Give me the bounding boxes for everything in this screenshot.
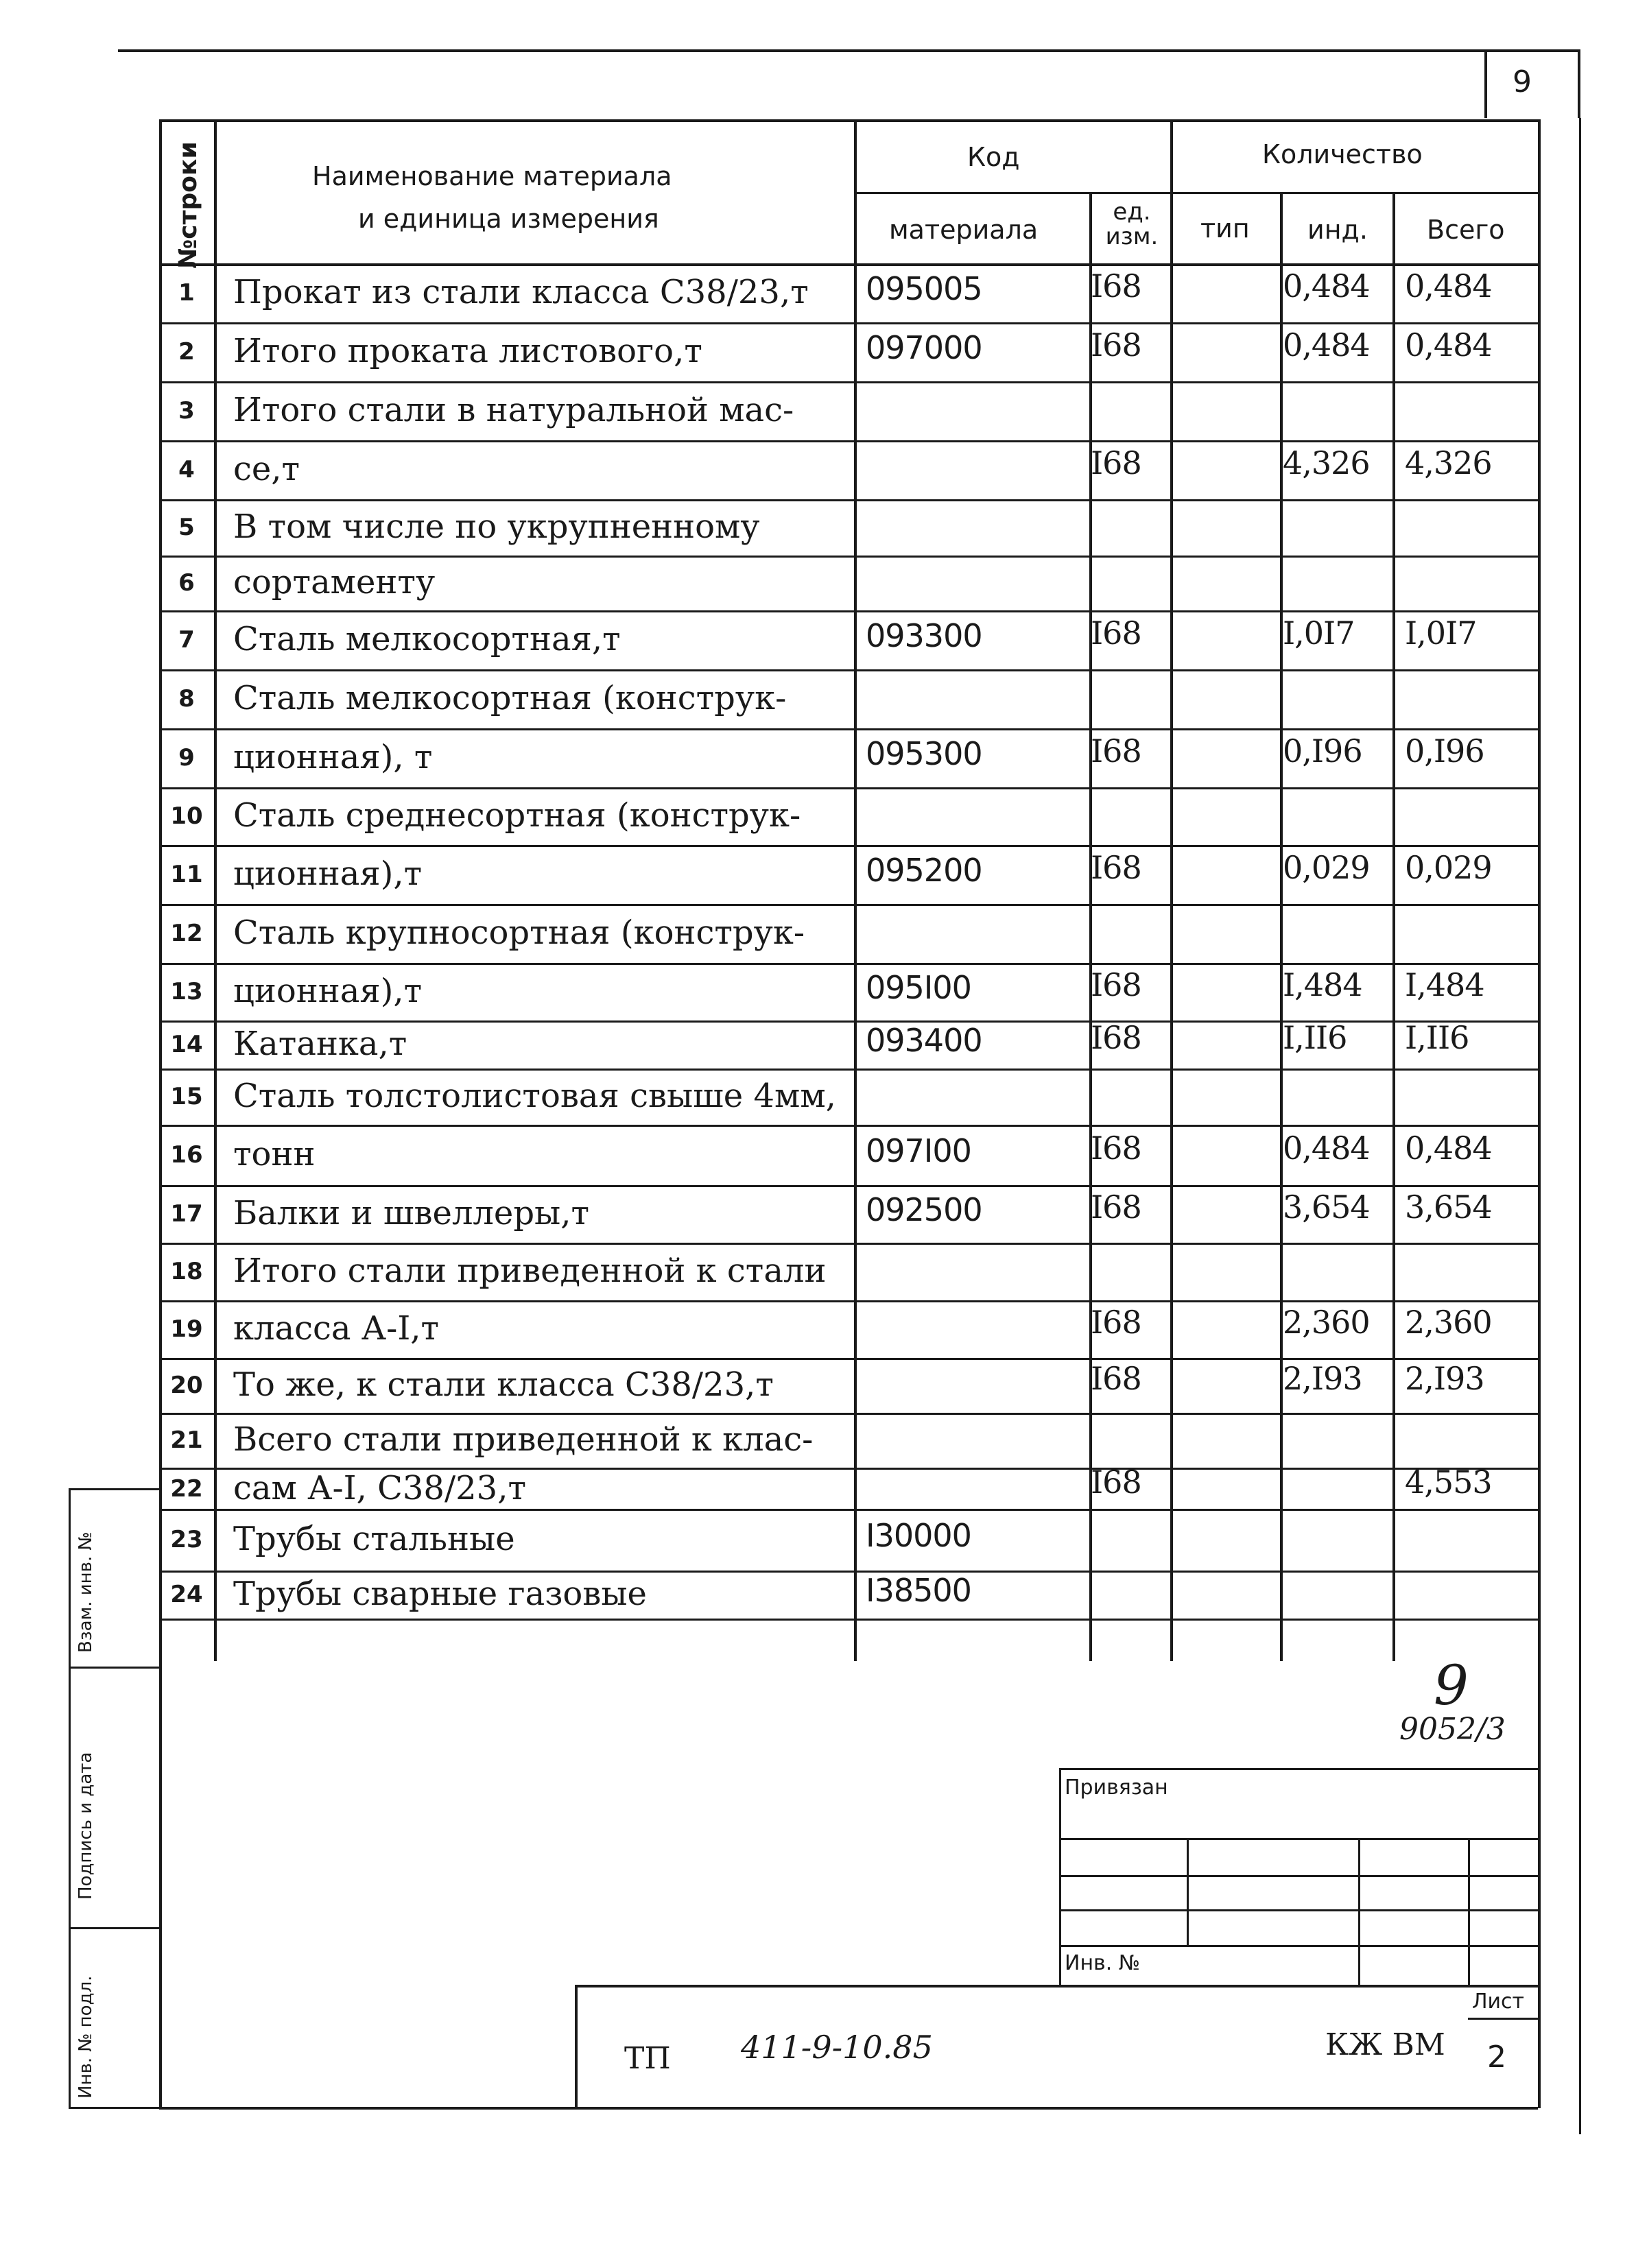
- row-line: [159, 728, 1538, 730]
- row-number-header: №строки: [174, 141, 202, 269]
- name-header-line2: и единица измерения: [358, 204, 659, 234]
- row-number: 22: [170, 1475, 203, 1503]
- row-name: Трубы стальные: [233, 1520, 515, 1558]
- row-ind: 0,484: [1283, 326, 1370, 363]
- page-number-box-left: [1484, 49, 1487, 118]
- row-name: Балки и швеллеры,т: [233, 1194, 590, 1232]
- col-line-name: [854, 119, 857, 1661]
- row-number: 2: [178, 338, 195, 366]
- name-header-line1: Наименование материала: [312, 161, 672, 191]
- row-code: 093400: [866, 1022, 982, 1059]
- row-code: 095I00: [866, 969, 971, 1006]
- row-name: Всего стали приведенной к клас-: [233, 1420, 814, 1459]
- row-unit: I68: [1091, 1130, 1141, 1167]
- list-label-line: [1468, 2018, 1538, 2020]
- side-strip-line-3: [69, 1927, 159, 1929]
- qty-ind-header: инд.: [1307, 215, 1368, 245]
- row-line: [159, 322, 1538, 324]
- row-name: Сталь среднесортная (конструк-: [233, 796, 801, 835]
- row-number: 18: [170, 1258, 203, 1285]
- row-number: 15: [170, 1083, 203, 1110]
- row-name: Прокат из стали класса С38/23,т: [233, 273, 809, 311]
- row-number: 13: [170, 978, 203, 1005]
- row-total: I,484: [1405, 966, 1484, 1003]
- row-line: [159, 1185, 1538, 1187]
- row-total: 0,484: [1405, 1130, 1492, 1167]
- row-unit: I68: [1091, 1464, 1141, 1501]
- list-label: Лист: [1472, 1990, 1525, 2014]
- row-name: Сталь крупносортная (конструк-: [233, 914, 805, 952]
- row-unit: I68: [1091, 966, 1141, 1003]
- row-ind: 0,484: [1283, 1130, 1370, 1167]
- row-number: 4: [178, 456, 195, 484]
- row-number: 21: [170, 1427, 203, 1454]
- row-total: 3,654: [1405, 1189, 1492, 1226]
- stamp-top-line: [1059, 1768, 1538, 1770]
- row-unit: I68: [1091, 1360, 1141, 1397]
- vzam-inv-label: Взам. инв. №: [75, 1531, 96, 1653]
- side-strip-line-4: [69, 2107, 159, 2109]
- stamp-col-2: [1358, 1838, 1360, 1985]
- row-line: [159, 904, 1538, 906]
- header-sub-line: [854, 192, 1538, 194]
- row-name: Сталь толстолистовая свыше 4мм,: [233, 1077, 836, 1115]
- row-number: 6: [178, 569, 195, 597]
- row-line: [159, 1300, 1538, 1302]
- privyazan-label: Привязан: [1065, 1776, 1168, 1800]
- row-line: [159, 963, 1538, 965]
- row-code: 097I00: [866, 1132, 971, 1169]
- stamp-line-4: [1059, 1945, 1538, 1947]
- row-unit: I68: [1091, 1019, 1141, 1056]
- row-number: 23: [170, 1526, 203, 1553]
- title-block-top-line: [575, 1985, 1538, 1988]
- row-number: 1: [178, 279, 195, 307]
- row-name: В том числе по укрупненному: [233, 508, 760, 546]
- row-unit: I68: [1091, 732, 1141, 769]
- side-strip-left: [69, 1488, 71, 2108]
- stamp-line-2: [1059, 1875, 1538, 1877]
- stamp-col-3: [1468, 1838, 1470, 1985]
- row-name: Сталь мелкосортная (конструк-: [233, 679, 787, 717]
- side-strip-line-1: [69, 1488, 159, 1490]
- row-total: 4,326: [1405, 444, 1492, 481]
- row-total: 0,029: [1405, 849, 1492, 886]
- code-material-header: материала: [889, 215, 1039, 245]
- page-number: 9: [1513, 64, 1532, 99]
- row-total: 2,I93: [1405, 1360, 1484, 1397]
- row-line: [159, 1413, 1538, 1415]
- row-name: сортаменту: [233, 563, 436, 601]
- top-border: [118, 49, 1579, 52]
- row-name: Катанка,т: [233, 1025, 407, 1063]
- code-unit-header: ед. изм.: [1105, 198, 1159, 250]
- row-name: Итого стали в натуральной мас-: [233, 391, 794, 429]
- row-total: 0,I96: [1405, 732, 1484, 769]
- row-line: [159, 381, 1538, 383]
- row-total: 0,484: [1405, 326, 1492, 363]
- row-total: 0,484: [1405, 267, 1492, 305]
- row-line: [159, 1069, 1538, 1071]
- row-unit: I68: [1091, 849, 1141, 886]
- podpis-data-label: Подпись и дата: [75, 1752, 96, 1900]
- row-name: тонн: [233, 1135, 316, 1173]
- right-border: [1578, 49, 1580, 118]
- tp-label: ТП: [624, 2041, 671, 2076]
- table-right-line: [1538, 119, 1541, 2108]
- table-bottom-line: [159, 2107, 1538, 2110]
- table-left-line: [159, 119, 162, 2108]
- row-number: 9: [178, 744, 195, 772]
- row-code: I38500: [866, 1572, 971, 1609]
- inv-no-label: Инв. №: [1065, 1951, 1141, 1975]
- quantity-header: Количество: [1262, 139, 1423, 169]
- row-code: I30000: [866, 1517, 971, 1554]
- row-line: [159, 1619, 1538, 1621]
- header-bottom-line: [159, 263, 1538, 266]
- inv-podl-label: Инв. № подл.: [75, 1975, 96, 2099]
- row-total: 4,553: [1405, 1464, 1492, 1501]
- handwritten-sheet: 9: [1434, 1654, 1469, 1717]
- row-unit: I68: [1091, 326, 1141, 363]
- row-line: [159, 1571, 1538, 1573]
- row-line: [159, 669, 1538, 671]
- row-code: 095200: [866, 852, 982, 889]
- row-unit: I68: [1091, 1304, 1141, 1341]
- row-total: I,II6: [1405, 1019, 1469, 1056]
- row-name: ционная),т: [233, 972, 423, 1010]
- row-number: 24: [170, 1581, 203, 1608]
- qty-total-header: Всего: [1427, 215, 1505, 245]
- col-line-unit: [1170, 119, 1173, 1661]
- row-number: 10: [170, 802, 203, 830]
- row-ind: 0,484: [1283, 267, 1370, 305]
- row-line: [159, 610, 1538, 612]
- row-code: 095005: [866, 270, 982, 307]
- row-ind: 3,654: [1283, 1189, 1370, 1226]
- row-number: 20: [170, 1372, 203, 1399]
- row-number: 16: [170, 1141, 203, 1169]
- side-strip-line-2: [69, 1667, 159, 1669]
- row-number: 12: [170, 920, 203, 947]
- row-number: 14: [170, 1031, 203, 1058]
- col-line-code: [1089, 192, 1092, 1661]
- row-name: То же, к стали класса С38/23,т: [233, 1365, 774, 1404]
- row-name: ционная),т: [233, 855, 423, 893]
- row-name: ционная), т: [233, 738, 433, 776]
- row-line: [159, 845, 1538, 847]
- row-code: 095300: [866, 735, 982, 772]
- row-ind: 2,360: [1283, 1304, 1370, 1341]
- row-number: 17: [170, 1200, 203, 1228]
- list-value: 2: [1487, 2040, 1506, 2075]
- row-name: Итого стали приведенной к стали: [233, 1252, 827, 1290]
- row-line: [159, 499, 1538, 501]
- row-ind: 2,I93: [1283, 1360, 1362, 1397]
- row-unit: I68: [1091, 614, 1141, 652]
- row-unit: I68: [1091, 1189, 1141, 1226]
- row-name: Сталь мелкосортная,т: [233, 620, 621, 658]
- row-ind: I,484: [1283, 966, 1362, 1003]
- code-header: Код: [967, 142, 1020, 172]
- handwritten-code: 9052/3: [1399, 1712, 1506, 1747]
- stamp-line-3: [1059, 1909, 1538, 1911]
- stamp-col-1: [1187, 1838, 1189, 1945]
- row-code: 093300: [866, 617, 982, 654]
- row-name: класса А-I,т: [233, 1309, 440, 1348]
- outer-right-line: [1579, 118, 1581, 2134]
- row-line: [159, 1509, 1538, 1511]
- row-number: 8: [178, 685, 195, 713]
- row-number: 5: [178, 514, 195, 541]
- row-total: I,0I7: [1405, 614, 1477, 652]
- row-line: [159, 1125, 1538, 1127]
- row-number: 3: [178, 397, 195, 425]
- row-unit: I68: [1091, 444, 1141, 481]
- row-line: [159, 787, 1538, 789]
- row-line: [159, 1243, 1538, 1245]
- row-name: Трубы сварные газовые: [233, 1575, 647, 1613]
- row-ind: 0,I96: [1283, 732, 1362, 769]
- row-number: 19: [170, 1315, 203, 1343]
- table-top-line: [159, 119, 1538, 122]
- qty-type-header: тип: [1200, 213, 1250, 243]
- row-line: [159, 440, 1538, 442]
- row-number: 11: [170, 861, 203, 888]
- title-block-left-line: [575, 1985, 578, 2108]
- section-code: КЖ ВМ: [1325, 2027, 1445, 2062]
- row-ind: I,II6: [1283, 1019, 1347, 1056]
- col-line-num: [214, 119, 217, 1661]
- row-name: Итого проката листового,т: [233, 332, 702, 370]
- row-ind: 0,029: [1283, 849, 1370, 886]
- row-code: 092500: [866, 1191, 982, 1228]
- row-unit: I68: [1091, 267, 1141, 305]
- row-ind: I,0I7: [1283, 614, 1355, 652]
- row-name: сам А-I, С38/23,т: [233, 1469, 527, 1507]
- col-line-ind: [1392, 192, 1395, 1661]
- row-ind: 4,326: [1283, 444, 1370, 481]
- row-total: 2,360: [1405, 1304, 1492, 1341]
- row-name: се,т: [233, 450, 300, 488]
- row-code: 097000: [866, 329, 982, 366]
- col-line-type: [1280, 192, 1283, 1661]
- stamp-line-1: [1059, 1838, 1538, 1840]
- row-line: [159, 556, 1538, 558]
- doc-code: 411-9-10.85: [741, 2029, 933, 2066]
- row-number: 7: [178, 626, 195, 654]
